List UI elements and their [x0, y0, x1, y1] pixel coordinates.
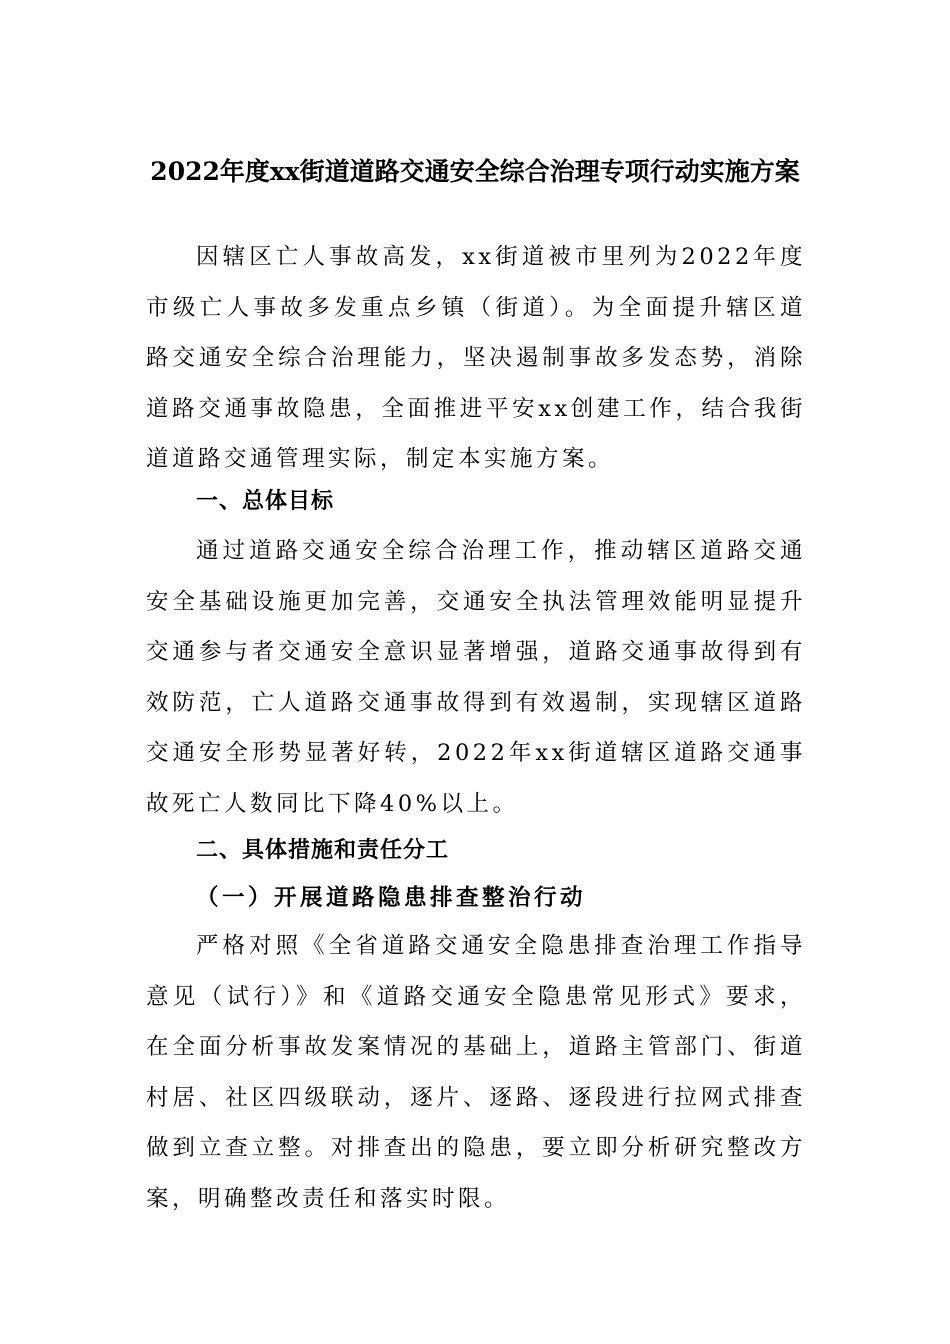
subsection-1-paragraph: 严格对照《全省道路交通安全隐患排查治理工作指导意见（试行）》和《道路交通安全隐患常见形式》要求，在全面分析事故发案情况的基础上，道路主管部门、街道村居、社区四级联动，逐片、逐路、逐段进行拉网式排查做到立查立整。对排查出的隐患，要立即分析研究整改方案，明确整改责任和落实时限。 — [146, 933, 806, 1212]
section-1-paragraph: 通过道路交通安全综合治理工作，推动辖区道路交通安全基础设施更加完善，交通安全执法管理效能明显提升交通参与者交通安全意识显著增强，道路交通事故得到有效防范，亡人道路交通事故得到有效遏制，实现辖区道路交通安全形势显著好转，2022年xx街道辖区道路交通事故死亡人数同比下降40%以上。 — [146, 538, 806, 817]
section-2-heading: 二、具体措施和责任分工 — [196, 838, 450, 863]
subsection-1-heading: （一）开展道路隐患排查整治行动 — [196, 885, 587, 911]
document-title: 2022年度xx街道道路交通安全综合治理专项行动实施方案 — [150, 157, 800, 186]
section-1-heading: 一、总体目标 — [196, 489, 335, 514]
intro-paragraph: 因辖区亡人事故高发，xx街道被市里列为2022年度市级亡人事故多发重点乡镇（街道）。为全面提升辖区道路交通安全综合治理能力，坚决遏制事故多发态势，消除道路交通事故隐患，全面推进平安xx创建工作，结合我街道道路交通管理实际，制定本实施方案。 — [146, 244, 806, 472]
